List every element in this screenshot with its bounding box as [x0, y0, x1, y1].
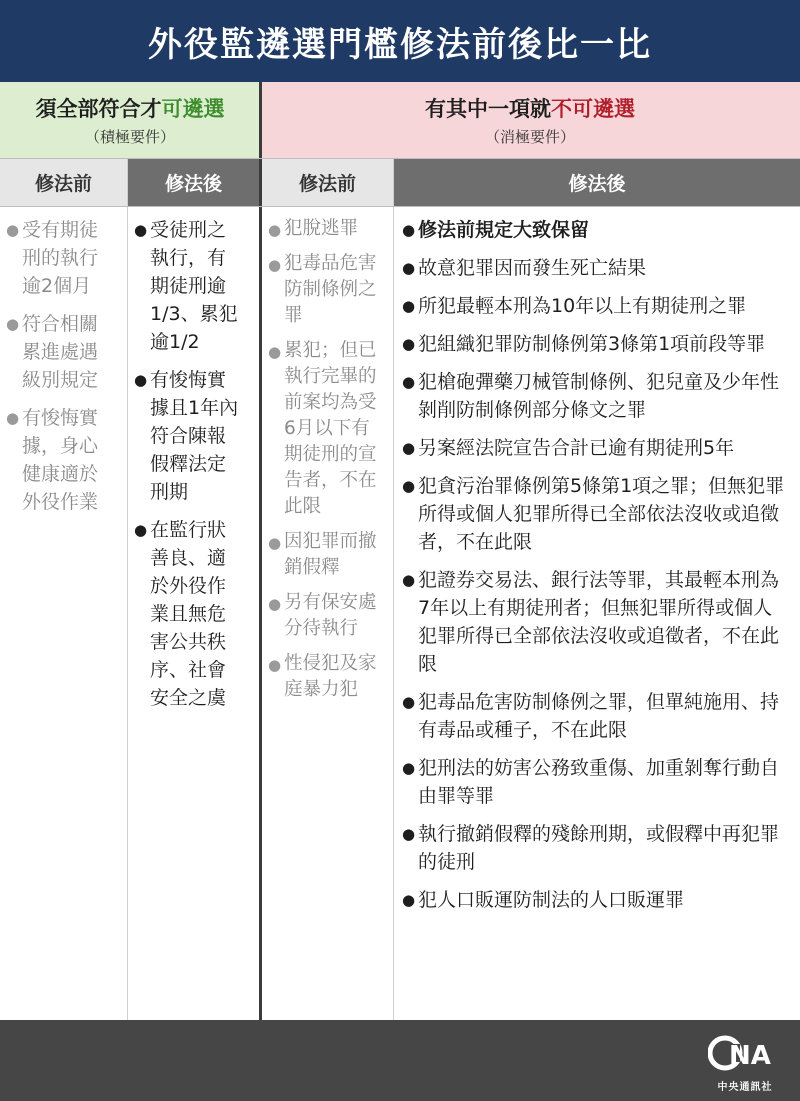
list-item-text: 犯毒品危害防制條例之罪，但單純施用、持有毒品或種子，不在此限: [418, 691, 780, 741]
list-item-text: 犯證券交易法、銀行法等罪，其最輕本刑為7年以上有期徒刑者；但無犯罪所得或個人犯罪所得已全部依法沒收或追徵者，不在此限: [418, 569, 780, 675]
group-header-positive: [0, 82, 260, 158]
column-positive-before: [0, 206, 127, 1020]
page-title: 外役監遴選門檻修法前後比一比: [0, 0, 800, 82]
bullet-icon: ●: [402, 259, 416, 277]
list-item: [400, 472, 790, 556]
list-item-text: 符合相關累進處遇級別規定: [22, 313, 99, 391]
bullet-icon: ●: [402, 297, 416, 315]
highlight-cannot-select: 不可遴選: [551, 97, 635, 121]
list-item: [266, 216, 378, 242]
bullet-icon: ●: [402, 825, 416, 843]
list-item-text: 犯貪污治罪條例第5條第1項之罪；但無犯罪所得或個人犯罪所得已全部依法沒收或追徵者，不在此限: [418, 475, 785, 553]
list-item: [400, 292, 790, 320]
list-item-text: 犯人口販運防制法的人口販運罪: [418, 889, 685, 911]
row-divider: [0, 206, 800, 207]
list-item: [266, 251, 378, 329]
group-title-negative: 有其中一項就不可遴選: [425, 97, 635, 121]
list-item: [4, 216, 116, 300]
list-item-text: 另案經法院宣告合計已逾有期徒刑5年: [418, 437, 735, 459]
list-item: [4, 404, 116, 516]
list-item: [400, 820, 790, 876]
list-item: [400, 368, 790, 424]
list-item: [400, 330, 790, 358]
group-subtitle-negative: （消極要件）: [484, 128, 575, 146]
list-item: [400, 434, 790, 462]
list-item-text: 性侵犯及家庭暴力犯: [284, 653, 377, 700]
list-item-text: 所犯最輕本刑為10年以上有期徒刑之罪: [418, 295, 747, 317]
svg-text:NA: NA: [729, 1041, 771, 1071]
column-positive-after: [128, 206, 259, 1020]
column-header-negative-after: 修法後: [394, 158, 800, 206]
column-header-positive-before: 修法前: [0, 158, 127, 206]
list-item: [266, 590, 378, 642]
list-item: [132, 516, 244, 712]
bullet-icon: ●: [402, 373, 416, 391]
bullet-icon: ●: [268, 534, 282, 552]
cna-logo: [708, 1034, 782, 1093]
group-header-negative: [260, 82, 800, 158]
bullet-icon: ●: [268, 221, 282, 239]
bullet-icon: ●: [134, 371, 148, 389]
list-item: [400, 688, 790, 744]
column-divider: [393, 158, 394, 1020]
list-item-text: 在監行狀善良、適於外役作業且無危害公共秩序、社會安全之虞: [150, 519, 227, 709]
group-title-positive: 須全部符合才可遴選: [35, 97, 225, 121]
bullet-icon: ●: [268, 656, 282, 674]
footer: [0, 1020, 800, 1101]
list-item-text: 累犯；但已執行完畢的前案均為受6月以下有期徒刑的宣告者，不在此限: [284, 340, 377, 517]
bullet-icon: ●: [402, 891, 416, 909]
list-item-text: 因犯罪而撤銷假釋: [284, 531, 377, 578]
row-divider: [0, 158, 800, 159]
list-item: [400, 886, 790, 914]
list-item-text: 修法前規定大致保留: [418, 219, 590, 241]
bullet-icon: ●: [402, 759, 416, 777]
list-item-text: 受徒刑之執行，有期徒刑逾1/3、累犯逾1/2: [150, 219, 238, 353]
list-item-text: 犯刑法的妨害公務致重傷、加重剝奪行動自由罪等罪: [418, 757, 780, 807]
bullet-icon: ●: [268, 256, 282, 274]
list-item-text: 另有保安處分待執行: [284, 592, 377, 639]
bullet-icon: ●: [402, 571, 416, 589]
list-item: [132, 216, 244, 356]
list-item-text: 故意犯罪因而發生死亡結果: [418, 257, 647, 279]
cna-logo-icon: [708, 1034, 782, 1072]
bullet-icon: ●: [6, 409, 20, 427]
column-header-negative-before: 修法前: [262, 158, 393, 206]
group-divider: [259, 82, 262, 1020]
list-item-text: 有悛悔實據且1年內符合陳報假釋法定刑期: [150, 369, 239, 503]
bullet-icon: ●: [6, 221, 20, 239]
bullet-icon: ●: [402, 693, 416, 711]
column-divider: [127, 158, 128, 1020]
list-item: [266, 338, 378, 520]
bullet-icon: ●: [134, 521, 148, 539]
cna-logo-text: 中央通訊社: [717, 1082, 773, 1093]
bullet-icon: ●: [402, 439, 416, 457]
bullet-icon: ●: [6, 315, 20, 333]
bullet-icon: ●: [134, 221, 148, 239]
bullet-icon: ●: [268, 343, 282, 361]
column-negative-after: [394, 206, 800, 1020]
list-item: [400, 216, 790, 244]
column-negative-before: [262, 206, 393, 1020]
list-item: [266, 651, 378, 703]
list-item: [400, 754, 790, 810]
list-item: [400, 254, 790, 282]
list-item-text: 受有期徒刑的執行逾2個月: [22, 219, 99, 297]
bullet-icon: ●: [402, 335, 416, 353]
list-item-text: 有悛悔實據，身心健康適於外役作業: [22, 407, 99, 513]
list-item-text: 犯脫逃罪: [284, 218, 359, 239]
list-item-text: 執行撤銷假釋的殘餘刑期，或假釋中再犯罪的徒刑: [418, 823, 780, 873]
list-item: [266, 529, 378, 581]
bullet-icon: ●: [402, 221, 416, 239]
list-item-text: 犯組織犯罪防制條例第3條第1項前段等罪: [418, 333, 766, 355]
list-item: [4, 310, 116, 394]
group-subtitle-positive: （積極要件）: [84, 128, 175, 146]
list-item: [132, 366, 244, 506]
bullet-icon: ●: [402, 477, 416, 495]
highlight-can-select: 可遴選: [161, 97, 225, 121]
list-item-text: 犯槍砲彈藥刀械管制條例、犯兒童及少年性剝削防制條例部分條文之罪: [418, 371, 780, 421]
bullet-icon: ●: [268, 595, 282, 613]
list-item: [400, 566, 790, 678]
list-item-text: 犯毒品危害防制條例之罪: [284, 253, 377, 326]
column-header-positive-after: 修法後: [128, 158, 259, 206]
